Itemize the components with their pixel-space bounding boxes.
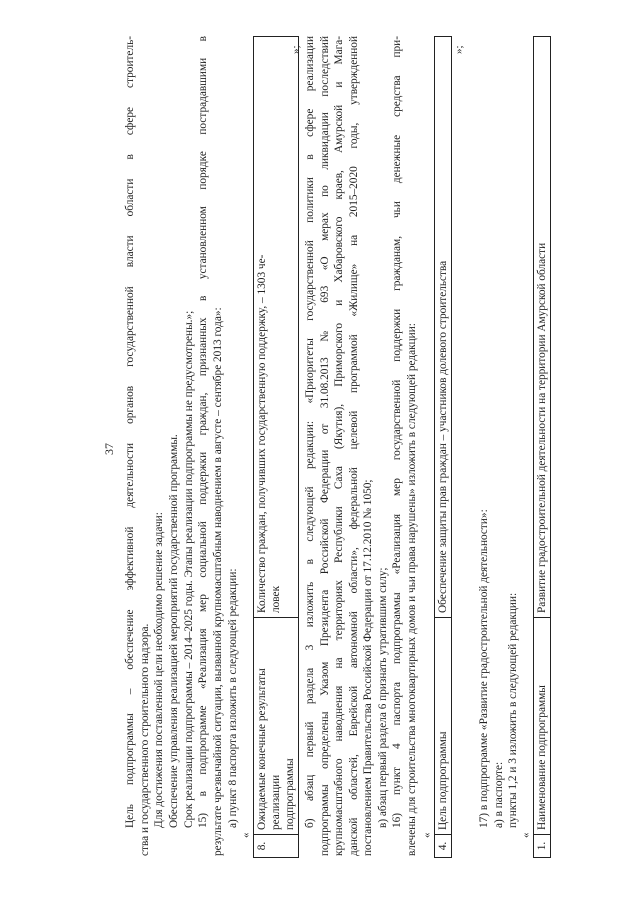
open-quote: « xyxy=(240,832,252,838)
text-line: а) пункт 8 паспорта изложить в следующей редакции: xyxy=(227,568,239,828)
text-line: влечены для строительства многоквартирных домов и чьи права нарушены» изложить в следующей редакции: xyxy=(406,323,418,856)
text-line: крупномасштабного наводнения на территориях Республики Саха (Якутия), Приморского и Хабаровского краев, Амурской и Мага- xyxy=(333,36,345,856)
text-line: постановлением Правительства Российской Федерации от 17.12.2010 № 1050; xyxy=(362,479,374,856)
text-line: Обеспечение управления реализацией мероприятий государственной программы. xyxy=(168,434,180,828)
row-value xyxy=(254,37,299,618)
table-subprogram-goal xyxy=(434,36,452,858)
text-line: 15) в подпрограмме «Реализация мер социальной поддержки граждан, признанных в установленном порядке пострадавшими в xyxy=(197,36,209,828)
row-label: Цель подпрограммы xyxy=(435,618,452,835)
row-value-line: ловек xyxy=(270,585,282,613)
table-row xyxy=(435,37,452,858)
text-line: пункты 1,2 и 3 изложить в следующей редакции: xyxy=(507,592,519,828)
row-label-line: Ожидаемые конечные результаты реализации xyxy=(256,668,282,830)
text-line: Срок реализации подпрограммы – 2014–2025 годы. Этапы реализации подпрограммы не предусмотрены.»; xyxy=(183,310,195,828)
row-value-line: Количество граждан, получивших государственную поддержку, – 1303 че- xyxy=(256,254,268,613)
text-line: Для достижения поставленной цели необходимо решение задачи: xyxy=(153,512,165,828)
table-row xyxy=(534,37,551,858)
row-number: 8. xyxy=(254,835,299,858)
text-line: б) абзац первый раздела 3 изложить в следующей редакции: «Приоритеты государственной политики в сфере реализации xyxy=(304,36,316,828)
open-quote: « xyxy=(520,832,532,838)
row-label-line: подпрограммы xyxy=(284,758,296,830)
text-line: Цель подпрограммы – обеспечение эффективной деятельности органов государственной власти области в сфере строитель- xyxy=(124,36,136,828)
row-label: Наименование подпрограммы xyxy=(534,618,551,835)
text-line: в) абзац первый раздела 6 признать утратившим силу; xyxy=(377,567,389,828)
text-line: данской областей, Еврейской автономной области», федеральной целевой программой «Жилище» на 2015–2020 годы, утвержденной xyxy=(348,36,360,856)
close-quote: »; xyxy=(453,45,465,54)
row-number: 4. xyxy=(435,835,452,858)
row-number: 1. xyxy=(534,835,551,858)
open-quote: « xyxy=(421,832,433,838)
row-label xyxy=(254,618,299,835)
close-quote: »; xyxy=(290,45,302,54)
rotated-page xyxy=(85,32,555,866)
text-line: результате чрезвычайной ситуации, вызванной крупномасштабным наводнением в августе – сентябре 2013 года»: xyxy=(212,307,224,856)
text-line: 17) в подпрограмме «Развитие градостроительной деятельности»: xyxy=(478,509,490,828)
row-value: Развитие градостроительной деятельности на территории Амурской области xyxy=(534,37,551,618)
text-line: ства и государственного строительного надзора. xyxy=(139,623,151,856)
text-line: подпрограммы определены Указом Президента Российской Федерации от 31.08.2013 № 693 «О мерах по ликвидации последствий xyxy=(319,36,331,856)
page-number: 37 xyxy=(102,443,116,455)
text-line: 16) пункт 4 паспорта подпрограммы «Реализация мер государственной поддержки гражданам, чьи денежные средства при- xyxy=(391,36,403,828)
row-value: Обеспечение защиты прав граждан – участников долевого строительства xyxy=(435,37,452,618)
table-expected-results xyxy=(253,36,299,858)
text-line: а) в паспорте: xyxy=(493,761,505,828)
table-row xyxy=(254,37,299,858)
table-subprogram-name xyxy=(533,36,551,858)
